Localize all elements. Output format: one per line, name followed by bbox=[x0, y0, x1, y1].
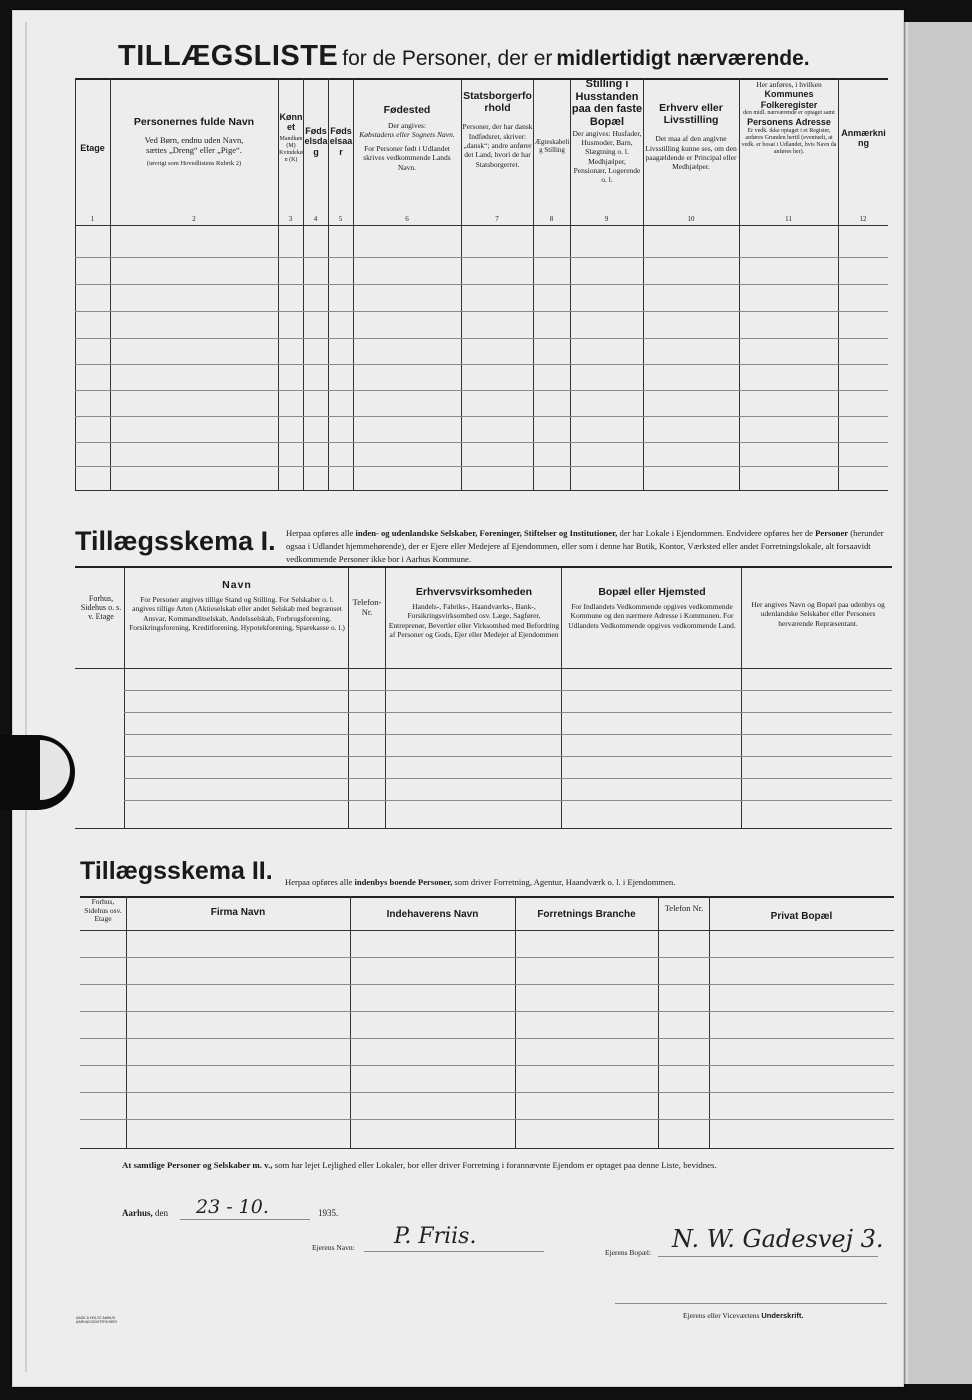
row-line bbox=[80, 1119, 894, 1120]
row-line bbox=[124, 690, 892, 691]
row-line bbox=[75, 257, 888, 258]
schema1-col-name-note: For Personer angives tillige Stand og Stilling. For Selskaber o. l. angives tillige Arten (Aktieselskab eller andet Selskab med begrænset Ansvar, Kommanditselskab, Andelsselskab, Forbrugsforening, Forsikringsforening, Kreditforening, Hypotekforening, Sparekasse o. l.) bbox=[129, 595, 345, 633]
row-line bbox=[75, 338, 888, 339]
date-handwritten: 23 - 10. bbox=[196, 1196, 269, 1218]
col-number: 7 bbox=[495, 215, 499, 223]
row-line bbox=[80, 1038, 894, 1039]
col-header-birthplace bbox=[356, 104, 458, 172]
schema1-intro-d: Endvidere opføres her de bbox=[726, 528, 813, 538]
col-header-birthplace-note-c: For Personer født i Udlandet skrives vedkommende Lands Navn. bbox=[363, 143, 451, 172]
col-header-sex bbox=[279, 112, 303, 164]
col-number: 12 bbox=[859, 215, 867, 223]
schema2-intro bbox=[285, 877, 885, 887]
col-header-register-label-b: Kommunes Folkeregister bbox=[760, 89, 818, 110]
row-line bbox=[75, 390, 888, 391]
declaration-a: At samtlige Personer og Selskaber m. v., bbox=[122, 1160, 273, 1170]
col-header-remarks: Anmærkning bbox=[841, 128, 886, 149]
signature-label-b: Underskrift. bbox=[761, 1311, 804, 1320]
col-header-household-note: Der angives: Husfader, Husmoder, Barn, Slægtning o. l. Medhjælper, Pensionær, Logerende o. l. bbox=[572, 128, 642, 185]
schema1-intro-c: der har Lokale i Ejendommen. bbox=[619, 528, 725, 538]
schema1-intro-g: i denne har Butik, Kontor, Værksted eller andet Forretningslokale, alt forsaavidt vedkommende Personer ikke bor i Aarhus Kommune. bbox=[286, 541, 871, 564]
signature-line bbox=[615, 1303, 887, 1304]
col-header-birthplace-note-a: Der angives: bbox=[387, 121, 427, 131]
col-header-name bbox=[112, 116, 276, 167]
row-line bbox=[75, 311, 888, 312]
page-title bbox=[118, 40, 810, 73]
col-number: 1 bbox=[90, 215, 95, 223]
col-header-name-note-c: (iøvrigt som Hovedlistens Rubrik 2) bbox=[146, 159, 242, 167]
col-number: 4 bbox=[313, 215, 318, 223]
col-header-sex-note: Mandkøn (M) Kvindekøn (K) bbox=[279, 135, 303, 164]
schema2-col-phone: Telefon Nr. bbox=[664, 903, 704, 913]
signature-label-a: Ejerens eller Viceværtens bbox=[683, 1311, 760, 1320]
col-header-register-note-b: Er vedk. ikke optaget i et Register, anføres Grunden hertil (eventuelt, at vedk. er bosat i Udlandet, hvis Navn da anføres her). bbox=[741, 127, 837, 156]
row-line bbox=[75, 466, 888, 467]
col-header-birthyear: Fødselsaar bbox=[329, 126, 353, 157]
schema1-col-business bbox=[388, 586, 560, 640]
schema1-col-representative bbox=[748, 600, 888, 628]
schema2-col-branch: Forretnings Branche bbox=[537, 909, 636, 920]
col-number: 2 bbox=[192, 215, 196, 223]
owner-name-label: Ejerens Navn: bbox=[312, 1243, 355, 1252]
col-header-household-label: Stilling i Husstanden paa den faste bbox=[571, 78, 643, 116]
col-header-occupation bbox=[645, 102, 737, 172]
row-line bbox=[80, 1011, 894, 1012]
schema2-intro-b: indenbys boende Personer, bbox=[354, 877, 453, 887]
owner-name-handwritten: P. Friis. bbox=[394, 1224, 477, 1249]
row-line bbox=[80, 957, 894, 958]
row-line bbox=[124, 712, 892, 713]
col-header-register-label-a: Her anføres, i hvilken bbox=[756, 80, 822, 89]
owner-address-handwritten: N. W. Gadesvej 3. bbox=[672, 1225, 884, 1253]
row-line bbox=[75, 364, 888, 365]
schema1-header-bottom bbox=[75, 668, 892, 669]
col-number: 11 bbox=[785, 215, 792, 223]
row-line bbox=[124, 778, 892, 779]
schema2-col-border bbox=[350, 896, 351, 1148]
date-line bbox=[180, 1219, 310, 1220]
den-label: den bbox=[155, 1208, 169, 1218]
col-number: 5 bbox=[338, 215, 343, 223]
title-rest-b: midlertidigt nærværende. bbox=[556, 47, 810, 70]
city-label: Aarhus, bbox=[122, 1208, 153, 1218]
col-header-name-note-a: Ved Børn, endnu uden Navn, bbox=[144, 135, 244, 146]
col-header-citizenship-label: Statsborgerforhold bbox=[463, 90, 532, 115]
row-line bbox=[75, 416, 888, 417]
owner-address-label: Ejerens Bopæl: bbox=[605, 1248, 652, 1257]
schema1-intro-e: Personer bbox=[815, 528, 849, 538]
row-line bbox=[80, 1092, 894, 1093]
schema1-col-border bbox=[124, 568, 125, 828]
signature-label bbox=[683, 1311, 803, 1320]
schema2-col-residence: Privat Bopæl bbox=[770, 911, 833, 922]
col-header-citizenship-note: Personer, der har dansk Indfødsret, skriver: „dansk“; andre anfører det Land, hvori de har Statsborgerret. bbox=[462, 122, 533, 169]
title-main: TILLÆGSLISTE bbox=[118, 40, 339, 72]
city-date-line bbox=[122, 1208, 168, 1218]
year-label: 1935. bbox=[318, 1208, 339, 1218]
schema2-header-bottom bbox=[80, 930, 894, 931]
schema1-col-phone: Telefon-Nr. bbox=[352, 597, 382, 617]
col-header-household-label-b: Bopæl bbox=[589, 115, 625, 128]
row-line bbox=[75, 284, 888, 285]
schema1-col-business-note: Handels-, Fabriks-, Haandværks-, Bank-, Forsikringsvirksomhed osv. Læge, Sagfører, Entreprenør, Bevertler eller Virksomhed med Befordring af Personer og Gods, Ejer eller Medejer af Ejendommen bbox=[388, 602, 560, 640]
schema1-intro bbox=[286, 527, 892, 566]
owner-address-line bbox=[658, 1256, 878, 1257]
schema1-col-border bbox=[385, 568, 386, 828]
schema1-top-border bbox=[75, 566, 892, 568]
page-edge bbox=[25, 22, 27, 1372]
schema1-col-border bbox=[741, 568, 742, 828]
col-number: 8 bbox=[549, 215, 554, 223]
col-header-birthday: Fødselsdag bbox=[304, 126, 328, 157]
schema2-col-border bbox=[515, 896, 516, 1148]
col-number: 9 bbox=[604, 215, 609, 223]
col-header-household bbox=[571, 78, 643, 185]
schema1-intro-f: (herunder ogsaa i Udlandet hjemmehørende), der er Ejere eller Medejere af Ejendommen, eller som bbox=[286, 528, 884, 551]
schema2-col-owner: Indehaverens Navn bbox=[386, 909, 479, 920]
row-line bbox=[80, 1065, 894, 1066]
col-header-occupation-note: Det maa af den angivne Livsstilling kunne ses, om den paagældende er Principal eller Medhjælper. bbox=[645, 134, 737, 172]
schema1-col-etage: Forhus, Sidehus o. s. v. Etage bbox=[80, 594, 122, 622]
schema2-bottom-border bbox=[80, 1148, 894, 1149]
schema2-col-border bbox=[126, 896, 127, 1148]
col-header-name-label: Personernes fulde Navn bbox=[133, 116, 255, 128]
col-number: 3 bbox=[288, 215, 293, 223]
schema2-title: Tillægsskema II. bbox=[80, 857, 273, 885]
schema2-col-firm: Firma Navn bbox=[210, 907, 266, 918]
col-header-occupation-label: Erhverv eller Livsstilling bbox=[659, 102, 723, 127]
schema1-col-name bbox=[128, 579, 346, 633]
schema1-col-business-label: Erhvervsvirksomheden bbox=[415, 586, 533, 598]
schema1-intro-a: Herpaa opføres alle bbox=[286, 528, 354, 538]
owner-name-line bbox=[364, 1251, 544, 1252]
declaration bbox=[122, 1160, 892, 1170]
col-header-name-note-b: sættes „Dreng“ eller „Pige“. bbox=[146, 144, 242, 155]
schema2-col-border bbox=[709, 896, 710, 1148]
schema2-col-border bbox=[658, 896, 659, 1148]
col-header-register bbox=[740, 80, 838, 156]
col-header-etage: Etage bbox=[80, 143, 105, 153]
col-header-marital: Ægteskabelig Stilling bbox=[534, 138, 570, 155]
col-header-sex-label: Kønnet bbox=[279, 112, 303, 133]
schema1-col-border bbox=[561, 568, 562, 828]
row-line bbox=[75, 442, 888, 443]
schema1-bottom-border bbox=[75, 828, 892, 829]
row-line bbox=[124, 756, 892, 757]
schema1-col-border bbox=[348, 568, 349, 828]
schema1-col-residence bbox=[565, 586, 739, 630]
col-number: 6 bbox=[405, 215, 409, 223]
declaration-b: som har lejet Lejlighed eller Lokaler, bor eller driver Forretning i forannævnte Ejendom er optaget paa denne Liste, bevidnes. bbox=[274, 1160, 717, 1170]
title-rest-a: for de Personer, der er bbox=[342, 47, 553, 70]
schema2-top-border bbox=[80, 896, 894, 898]
row-line bbox=[124, 734, 892, 735]
schema1-title: Tillægsskema I. bbox=[75, 526, 276, 556]
col-header-birthplace-label: Fødested bbox=[383, 104, 431, 116]
schema1-intro-b: inden- og udenlandske Selskaber, Foreninger, Stiftelser og Institutioner, bbox=[355, 528, 618, 538]
col-header-birthplace-note-b: Købstadens eller Sognets Navn. bbox=[359, 130, 455, 140]
schema1-col-representative-note: Her angives Navn og Bopæl paa udenbys og udenlandske Selskaber eller Personers herværende Repræsentant. bbox=[751, 600, 885, 628]
header-bottom-border bbox=[75, 225, 888, 226]
schema2-intro-c: som driver Forretning, Agentur, Haandværk o. l. i Ejendommen. bbox=[454, 877, 676, 887]
row-line bbox=[124, 800, 892, 801]
schema1-col-name-label: Navn bbox=[222, 579, 252, 591]
schema1-col-residence-label: Bopæl eller Hjemsted bbox=[598, 586, 706, 598]
col-number: 10 bbox=[687, 215, 695, 223]
schema1-col-residence-note: For Indlandets Vedkommende opgives vedkommende Kommune og den nærmere Adresse i Kommunen. For Udlandets Vedkommende opgives vedkommende Land. bbox=[568, 602, 736, 630]
schema2-col-etage: Forhus, Sidehus osv. Etage bbox=[84, 897, 122, 924]
printer-mark: AAGE & HOLST AMHUS AARHUS BOGTRYKKERI bbox=[76, 1316, 117, 1325]
col-header-register-note-a: den midl. nærværende er optaget samt bbox=[743, 110, 835, 117]
row-line bbox=[80, 984, 894, 985]
col-header-register-label-c: Personens Adresse bbox=[747, 117, 831, 128]
back-page bbox=[902, 22, 972, 1384]
col-header-citizenship bbox=[462, 90, 533, 169]
schema2-intro-a: Herpaa opføres alle bbox=[285, 877, 353, 887]
table-bottom-border bbox=[75, 490, 888, 491]
